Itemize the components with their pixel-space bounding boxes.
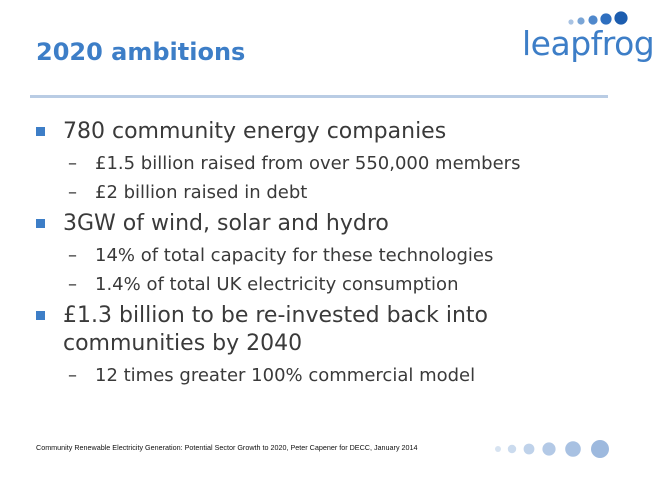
source-citation: Community Renewable Electricity Generation: Potential Sector Growth to 2020, Peter Capener for DECC, January 2014 (36, 443, 418, 452)
dash-bullet-icon: – (68, 365, 77, 386)
dash-bullet-icon: – (68, 153, 77, 174)
logo-wordmark: leapfrog (522, 24, 654, 63)
sub-bullet-text: £1.5 billion raised from over 550,000 members (95, 153, 521, 174)
title-divider (30, 95, 608, 98)
dash-bullet-icon: – (68, 182, 77, 203)
sub-bullet-text: 14% of total capacity for these technologies (95, 245, 494, 266)
square-bullet-icon (36, 311, 45, 320)
decorative-dots-icon (492, 432, 632, 462)
sub-bullet-item (36, 365, 616, 387)
bullet-item (36, 118, 616, 146)
bullet-item (36, 210, 616, 238)
sub-bullet-item (36, 245, 616, 267)
bullet-text: 3GW of wind, solar and hydro (63, 211, 389, 236)
bullet-text: 780 community energy companies (63, 119, 447, 144)
dash-bullet-icon: – (68, 274, 77, 295)
sub-bullet-item (36, 274, 616, 296)
bullet-text: £1.3 billion to be re-invested back into communities by 2040 (63, 303, 489, 356)
sub-bullet-text: 1.4% of total UK electricity consumption (95, 274, 459, 295)
bullet-item (36, 302, 616, 358)
dash-bullet-icon: – (68, 245, 77, 266)
sub-bullet-text: 12 times greater 100% commercial model (95, 365, 476, 386)
slide-title: 2020 ambitions (36, 38, 246, 66)
square-bullet-icon (36, 127, 45, 136)
sub-bullet-item (36, 153, 616, 175)
leapfrog-logo (522, 8, 654, 68)
sub-bullet-item (36, 182, 616, 204)
bullet-list (36, 112, 616, 387)
sub-bullet-text: £2 billion raised in debt (95, 182, 308, 203)
square-bullet-icon (36, 219, 45, 228)
